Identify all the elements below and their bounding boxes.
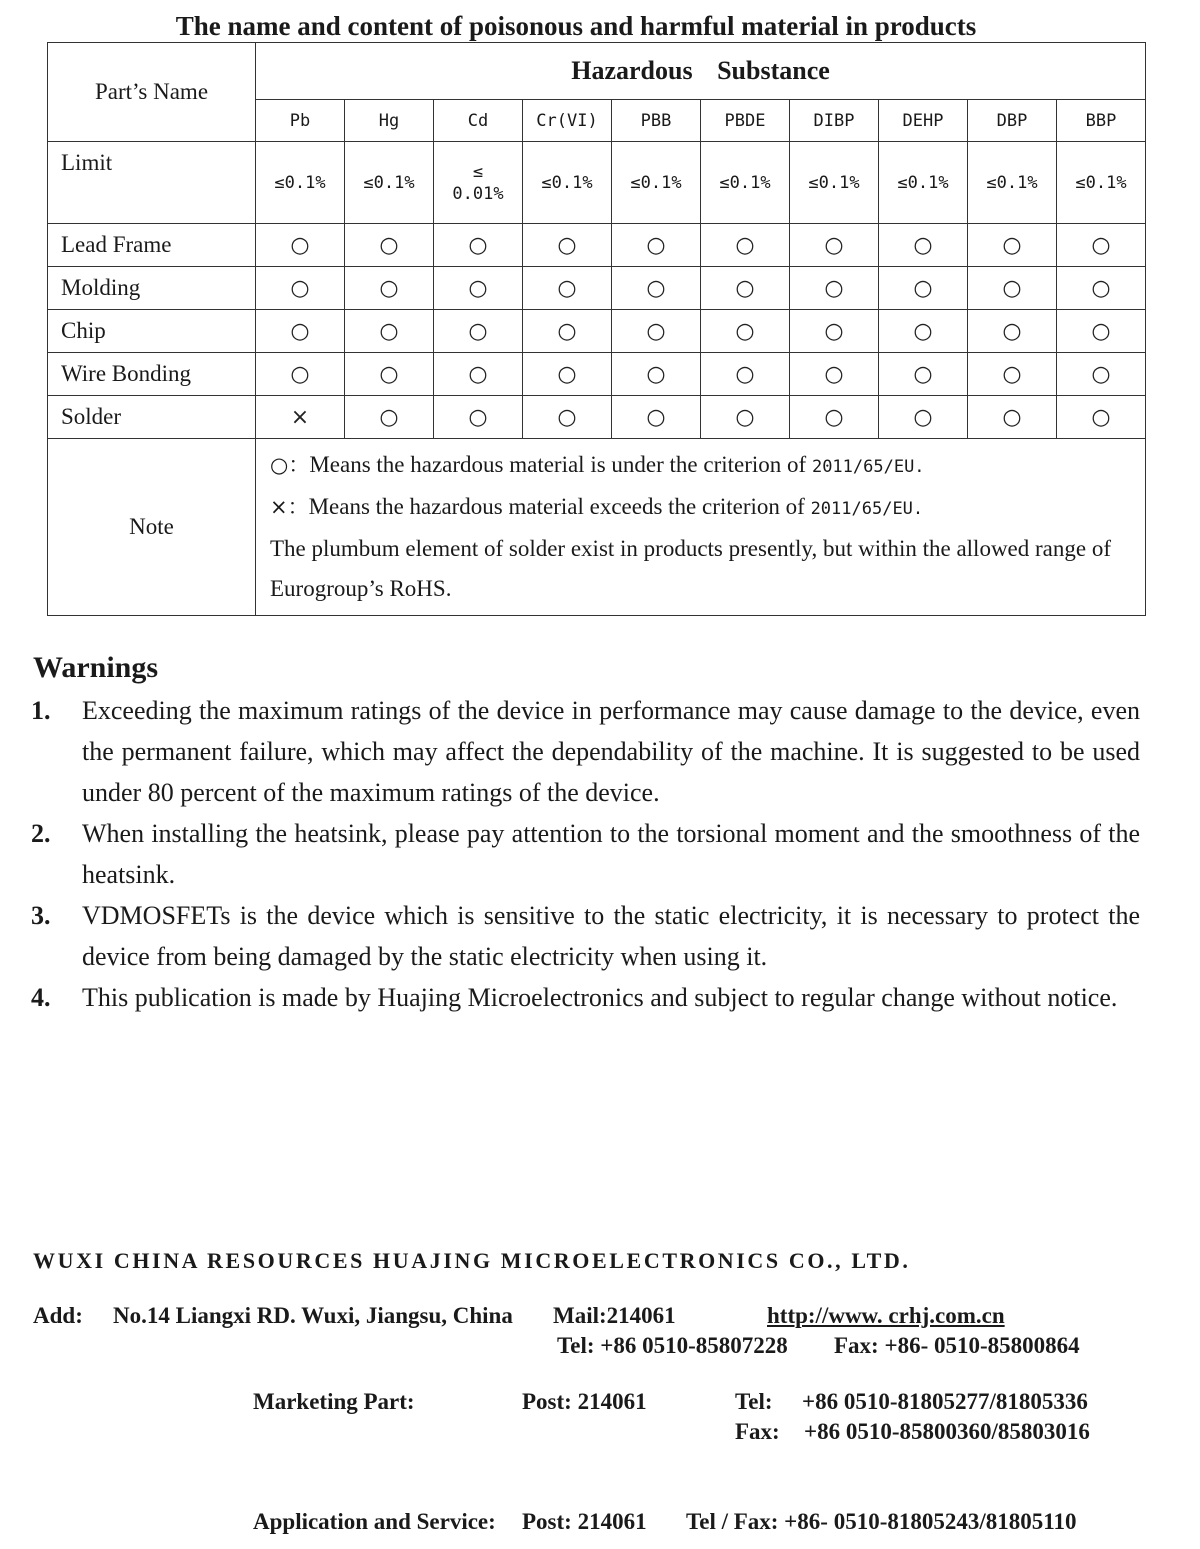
hazardous-substance-table	[47, 42, 1146, 616]
warnings-list	[0, 690, 1140, 1018]
substance-mark: ○	[1057, 224, 1146, 267]
limit-value: ≤0.1%	[612, 142, 701, 224]
part-name-header: Part’s Name	[48, 43, 256, 142]
substance-header: Cr(VI)	[523, 100, 612, 142]
note-row	[48, 439, 1146, 616]
warning-text: VDMOSFETs is the device which is sensitive to the static electricity, it is necessary to protect the device from being damaged by the static electricity when using it.	[82, 901, 1140, 971]
part-name-cell: Chip	[48, 310, 256, 353]
note-circle-ref: 2011/65/EU.	[811, 457, 925, 477]
marketing-post: Post: 214061	[522, 1389, 647, 1414]
note-label: Note	[48, 439, 256, 616]
address: No.14 Liangxi RD. Wuxi, Jiangsu, China	[113, 1303, 513, 1328]
limit-value-cd	[434, 142, 523, 224]
note-cross-ref: 2011/65/EU.	[810, 499, 924, 519]
substance-mark: ○	[879, 310, 968, 353]
substance-mark: ○	[790, 353, 879, 396]
warning-text: Exceeding the maximum ratings of the device in performance may cause damage to the device, even the permanent failure, which may affect the dependability of the machine. It is suggested to be used under 80 percent of the maximum ratings of the device.	[82, 696, 1140, 807]
substance-mark: ○	[434, 267, 523, 310]
marketing-fax: +86 0510-85800360/85803016	[804, 1419, 1090, 1444]
warning-item	[0, 895, 1140, 977]
substance-mark: ○	[1057, 310, 1146, 353]
warning-item	[0, 813, 1140, 895]
limit-value: ≤0.1%	[701, 142, 790, 224]
substance-mark: ○	[523, 267, 612, 310]
warning-item	[0, 977, 1140, 1018]
substance-mark: ○	[523, 353, 612, 396]
substance-mark: ○	[1057, 396, 1146, 439]
substance-mark: ○	[256, 310, 345, 353]
substance-mark: ○	[879, 224, 968, 267]
substance-mark: ○	[1057, 353, 1146, 396]
warning-number: 1.	[31, 696, 51, 725]
limit-value: ≤0.1%	[1057, 142, 1146, 224]
substance-mark: ○	[523, 224, 612, 267]
substance-mark: ○	[701, 224, 790, 267]
substance-mark: ○	[968, 224, 1057, 267]
note-circle-line	[270, 445, 1137, 487]
substance-mark: ○	[701, 267, 790, 310]
substance-mark: ○	[1057, 267, 1146, 310]
substance-mark: ○	[434, 224, 523, 267]
note-plumbum: The plumbum element of solder exist in products presently, but within the allowed range of Eurogroup’s RoHS.	[270, 536, 1112, 601]
substance-mark: ○	[434, 353, 523, 396]
substance-mark: ○	[790, 310, 879, 353]
substance-mark: ○	[612, 310, 701, 353]
substance-mark: ○	[345, 310, 434, 353]
marketing-tel-label: Tel:	[735, 1389, 773, 1414]
warning-item	[0, 690, 1140, 813]
substance-mark: ○	[256, 353, 345, 396]
service-post: Post: 214061	[522, 1509, 647, 1534]
limit-label: Limit	[48, 142, 256, 224]
substance-header: BBP	[1057, 100, 1146, 142]
limit-value: ≤0.1%	[256, 142, 345, 224]
substance-mark: ○	[256, 267, 345, 310]
note-content	[256, 439, 1146, 616]
limit-value: ≤0.1%	[790, 142, 879, 224]
substance-header: Cd	[434, 100, 523, 142]
substance-header: DBP	[968, 100, 1057, 142]
substance-header: Pb	[256, 100, 345, 142]
limit-value: ≤0.1%	[968, 142, 1057, 224]
part-name-cell: Wire Bonding	[48, 353, 256, 396]
substance-header: PBB	[612, 100, 701, 142]
table-row	[48, 396, 1146, 439]
part-name-cell: Lead Frame	[48, 224, 256, 267]
substance-mark: ○	[434, 310, 523, 353]
substance-header: DEHP	[879, 100, 968, 142]
warning-text: When installing the heatsink, please pay attention to the torsional moment and the smoothness of the heatsink.	[82, 819, 1140, 889]
substance-mark: ○	[790, 396, 879, 439]
substance-mark: ○	[701, 353, 790, 396]
note-circle-text: Means the hazardous material is under the criterion of	[309, 452, 812, 477]
substance-mark: ○	[879, 396, 968, 439]
address-label: Add:	[33, 1303, 83, 1328]
substance-mark: ○	[701, 396, 790, 439]
table-row	[48, 267, 1146, 310]
substance-mark: ○	[968, 267, 1057, 310]
limit-value: ≤0.1%	[523, 142, 612, 224]
table-row	[48, 224, 1146, 267]
warning-number: 3.	[31, 901, 51, 930]
substance-mark: ○	[612, 267, 701, 310]
substance-mark: ○	[968, 310, 1057, 353]
substance-mark: ○	[345, 353, 434, 396]
substance-mark: ○	[345, 396, 434, 439]
marketing-fax-label: Fax:	[735, 1419, 780, 1444]
substance-mark: ○	[968, 396, 1057, 439]
substance-mark: ○	[345, 224, 434, 267]
limit-row	[48, 142, 1146, 224]
marketing-tel: +86 0510-81805277/81805336	[802, 1389, 1088, 1414]
part-name-cell: Solder	[48, 396, 256, 439]
note-cross-text: Means the hazardous material exceeds the criterion of	[308, 494, 811, 519]
service-label: Application and Service:	[253, 1509, 496, 1534]
cd-limit-symbol: ≤	[472, 161, 484, 182]
main-tel: Tel: +86 0510-85807228	[557, 1333, 788, 1358]
company-name: WUXI CHINA RESOURCES HUAJING MICROELECTRONICS CO., LTD.	[33, 1248, 911, 1273]
substance-mark: ○	[612, 353, 701, 396]
circle-mark-icon: ○：	[270, 453, 310, 477]
hazardous-substance-header: Hazardous Substance	[256, 43, 1146, 100]
substance-header: DIBP	[790, 100, 879, 142]
substance-mark: ○	[701, 310, 790, 353]
cross-mark-icon: ×：	[270, 495, 309, 519]
substance-mark: ○	[790, 267, 879, 310]
substance-header: Hg	[345, 100, 434, 142]
substance-mark: ○	[879, 353, 968, 396]
warning-number: 4.	[31, 983, 51, 1012]
substance-mark: ○	[612, 224, 701, 267]
warnings-title: Warnings	[33, 651, 159, 684]
substance-mark: ○	[256, 224, 345, 267]
mail-code: Mail:214061	[553, 1303, 676, 1328]
substance-mark: ○	[879, 267, 968, 310]
table-row	[48, 310, 1146, 353]
website-link[interactable]: http://www. crhj.com.cn	[767, 1303, 1005, 1328]
limit-value: ≤0.1%	[345, 142, 434, 224]
warning-number: 2.	[31, 819, 51, 848]
substance-mark: ○	[523, 310, 612, 353]
substance-mark: ×	[256, 396, 345, 439]
substance-header: PBDE	[701, 100, 790, 142]
warning-text: This publication is made by Huajing Microelectronics and subject to regular change without notice.	[82, 983, 1118, 1012]
limit-value: ≤0.1%	[879, 142, 968, 224]
substance-mark: ○	[790, 224, 879, 267]
substance-mark: ○	[345, 267, 434, 310]
main-fax: Fax: +86- 0510-85800864	[834, 1333, 1080, 1358]
substance-mark: ○	[968, 353, 1057, 396]
part-name-cell: Molding	[48, 267, 256, 310]
substance-mark: ○	[523, 396, 612, 439]
service-telfax: Tel / Fax: +86- 0510-81805243/81805110	[686, 1509, 1077, 1534]
note-cross-line	[270, 487, 1137, 529]
cd-limit-number: 0.01%	[452, 183, 504, 204]
page-title: The name and content of poisonous and harmful material in products	[175, 11, 977, 41]
substance-mark: ○	[434, 396, 523, 439]
substance-mark: ○	[612, 396, 701, 439]
marketing-label: Marketing Part:	[253, 1389, 415, 1414]
table-row	[48, 353, 1146, 396]
